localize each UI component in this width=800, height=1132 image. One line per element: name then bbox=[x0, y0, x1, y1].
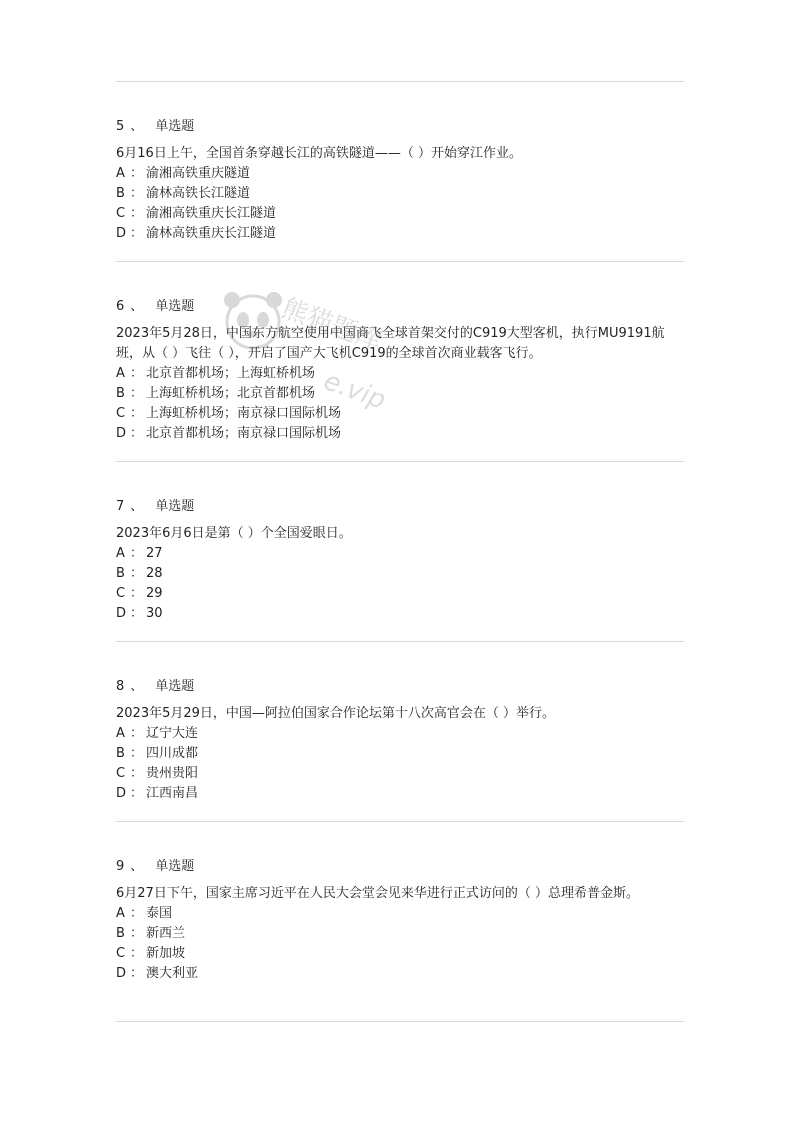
option-colon: ： bbox=[130, 606, 144, 621]
option-colon: ： bbox=[130, 226, 144, 241]
option-letter: A bbox=[116, 546, 125, 561]
option-letter: B bbox=[116, 386, 125, 401]
option-letter: C bbox=[116, 766, 126, 781]
option-letter: B bbox=[116, 746, 125, 761]
option-c bbox=[116, 764, 688, 784]
option-colon: ： bbox=[130, 966, 144, 981]
divider bbox=[116, 641, 684, 642]
option-colon: ： bbox=[130, 546, 144, 561]
watermark-url: e.vip bbox=[319, 366, 390, 416]
divider bbox=[116, 1021, 684, 1022]
option-c bbox=[116, 404, 688, 424]
option-colon: ： bbox=[130, 586, 144, 601]
option-text: 28 bbox=[146, 566, 163, 581]
option-colon: ： bbox=[130, 166, 144, 181]
divider bbox=[116, 81, 684, 82]
question-header bbox=[116, 677, 688, 697]
option-b bbox=[116, 384, 688, 404]
question-stem: 6月16日上午，全国首条穿越长江的高铁隧道——（ ）开始穿江作业。 bbox=[116, 146, 522, 161]
option-c bbox=[116, 204, 688, 224]
option-letter: A bbox=[116, 166, 125, 181]
option-d bbox=[116, 964, 688, 984]
question-header bbox=[116, 857, 688, 877]
question-9 bbox=[116, 857, 688, 984]
option-d bbox=[116, 424, 688, 444]
option-a bbox=[116, 904, 688, 924]
option-letter: C bbox=[116, 586, 126, 601]
option-a bbox=[116, 364, 688, 384]
option-text: 29 bbox=[146, 586, 163, 601]
option-letter: D bbox=[116, 966, 127, 981]
option-letter: B bbox=[116, 566, 125, 581]
option-c bbox=[116, 944, 688, 964]
option-d bbox=[116, 604, 688, 624]
question-type: 单选题 bbox=[155, 299, 195, 314]
question-header bbox=[116, 117, 688, 137]
option-text: 贵州贵阳 bbox=[146, 766, 199, 781]
option-letter: B bbox=[116, 926, 125, 941]
question-separator: 、 bbox=[130, 499, 144, 514]
option-colon: ： bbox=[130, 946, 144, 961]
option-letter: D bbox=[116, 606, 127, 621]
question-type: 单选题 bbox=[155, 859, 195, 874]
option-letter: C bbox=[116, 406, 126, 421]
question-number: 7 bbox=[116, 499, 125, 514]
option-a bbox=[116, 164, 688, 184]
question-stem: 2023年6月6日是第（ ）个全国爱眼日。 bbox=[116, 526, 352, 541]
question-number: 9 bbox=[116, 859, 125, 874]
option-text: 上海虹桥机场；北京首都机场 bbox=[146, 386, 316, 401]
option-text: 渝湘高铁重庆隧道 bbox=[146, 166, 251, 181]
divider bbox=[116, 821, 684, 822]
option-colon: ： bbox=[130, 366, 144, 381]
question-type: 单选题 bbox=[155, 679, 195, 694]
question-separator: 、 bbox=[130, 119, 144, 134]
option-text: 四川成都 bbox=[146, 746, 199, 761]
option-c bbox=[116, 584, 688, 604]
question-separator: 、 bbox=[130, 299, 144, 314]
option-colon: ： bbox=[130, 926, 144, 941]
question-stem: 2023年5月28日，中国东方航空使用中国商飞全球首架交付的C919大型客机，执行MU9191航班，从（ ）飞往（ ），开启了国产大飞机C919的全球首次商业载客飞行。 bbox=[116, 326, 665, 361]
question-number: 5 bbox=[116, 119, 125, 134]
question-6 bbox=[116, 297, 688, 444]
option-colon: ： bbox=[130, 186, 144, 201]
option-text: 辽宁大连 bbox=[146, 726, 199, 741]
watermark-text: 熊猫题库 bbox=[277, 293, 386, 358]
option-text: 新西兰 bbox=[146, 926, 186, 941]
option-text: 渝林高铁长江隧道 bbox=[146, 186, 251, 201]
option-b bbox=[116, 744, 688, 764]
question-separator: 、 bbox=[130, 859, 144, 874]
option-text: 澳大利亚 bbox=[146, 966, 199, 981]
option-colon: ： bbox=[130, 766, 144, 781]
option-text: 北京首都机场；南京禄口国际机场 bbox=[146, 426, 342, 441]
question-number: 8 bbox=[116, 679, 125, 694]
option-b bbox=[116, 564, 688, 584]
option-d bbox=[116, 224, 688, 244]
option-colon: ： bbox=[130, 746, 144, 761]
option-letter: C bbox=[116, 206, 126, 221]
option-text: 30 bbox=[146, 606, 163, 621]
option-text: 上海虹桥机场；南京禄口国际机场 bbox=[146, 406, 342, 421]
question-header bbox=[116, 497, 688, 517]
option-letter: B bbox=[116, 186, 125, 201]
option-text: 27 bbox=[146, 546, 163, 561]
option-text: 江西南昌 bbox=[146, 786, 199, 801]
divider bbox=[116, 461, 684, 462]
option-letter: D bbox=[116, 786, 127, 801]
option-b bbox=[116, 184, 688, 204]
question-header bbox=[116, 297, 688, 317]
option-text: 渝林高铁重庆长江隧道 bbox=[146, 226, 277, 241]
option-colon: ： bbox=[130, 426, 144, 441]
option-letter: D bbox=[116, 226, 127, 241]
option-text: 北京首都机场；上海虹桥机场 bbox=[146, 366, 316, 381]
question-7 bbox=[116, 497, 688, 624]
question-stem: 2023年5月29日，中国—阿拉伯国家合作论坛第十八次高官会在（ ）举行。 bbox=[116, 706, 556, 721]
option-colon: ： bbox=[130, 726, 144, 741]
option-d bbox=[116, 784, 688, 804]
option-text: 泰国 bbox=[146, 906, 173, 921]
option-text: 渝湘高铁重庆长江隧道 bbox=[146, 206, 277, 221]
option-colon: ： bbox=[130, 906, 144, 921]
option-letter: A bbox=[116, 906, 125, 921]
divider bbox=[116, 261, 684, 262]
option-colon: ： bbox=[130, 386, 144, 401]
option-b bbox=[116, 924, 688, 944]
option-letter: A bbox=[116, 726, 125, 741]
question-separator: 、 bbox=[130, 679, 144, 694]
option-a bbox=[116, 544, 688, 564]
option-colon: ： bbox=[130, 206, 144, 221]
question-type: 单选题 bbox=[155, 119, 195, 134]
question-type: 单选题 bbox=[155, 499, 195, 514]
question-8 bbox=[116, 677, 688, 804]
option-a bbox=[116, 724, 688, 744]
option-colon: ： bbox=[130, 786, 144, 801]
question-5 bbox=[116, 117, 688, 244]
option-letter: D bbox=[116, 426, 127, 441]
option-letter: A bbox=[116, 366, 125, 381]
option-letter: C bbox=[116, 946, 126, 961]
option-colon: ： bbox=[130, 566, 144, 581]
question-stem: 6月27日下午，国家主席习近平在人民大会堂会见来华进行正式访问的（ ）总理希普金斯。 bbox=[116, 886, 639, 901]
option-text: 新加坡 bbox=[146, 946, 186, 961]
question-number: 6 bbox=[116, 299, 125, 314]
option-colon: ： bbox=[130, 406, 144, 421]
